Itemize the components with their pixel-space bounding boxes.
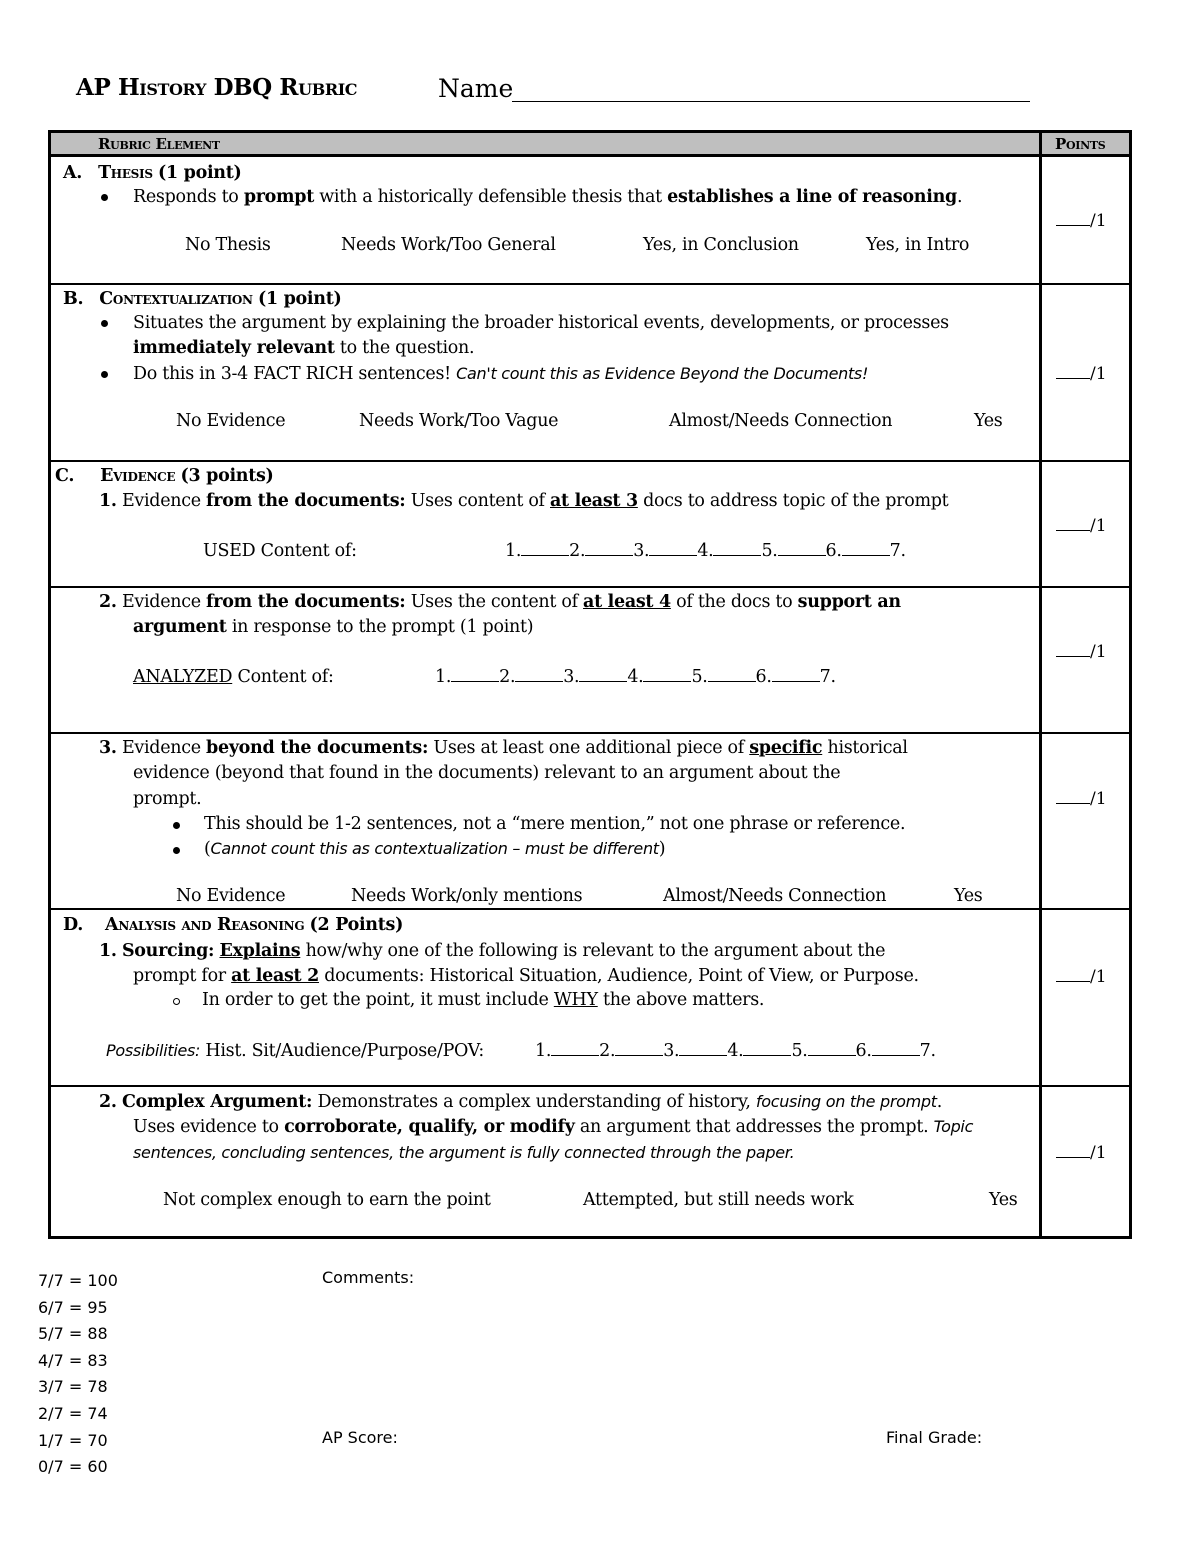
grade-scale-row: 2/7 = 74 <box>38 1403 108 1423</box>
evidence-beyond-note-1: This should be 1-2 sentences, not a “mere mention,” not one phrase or reference. <box>204 814 906 834</box>
sourcing-doc-list[interactable] <box>535 1041 936 1061</box>
rubric-table <box>48 130 1132 1239</box>
doc-blank[interactable] <box>515 668 563 682</box>
evidence-docs-score[interactable]: /1 <box>1056 516 1107 536</box>
evidence-beyond-option[interactable]: Yes <box>954 886 983 906</box>
doc-number: 4. <box>697 541 714 561</box>
doc-blank[interactable] <box>842 542 890 556</box>
doc-blank[interactable] <box>679 1042 727 1056</box>
circle-bullet-icon <box>173 998 180 1005</box>
context-option[interactable]: Almost/Needs Connection <box>669 411 893 431</box>
row-divider <box>51 1085 1129 1087</box>
doc-number: 5. <box>791 1041 808 1061</box>
evidence-beyond-criterion-line2: evidence (beyond that found in the documents) relevant to an argument about the <box>133 763 841 783</box>
doc-number: 6. <box>755 667 772 687</box>
grade-scale-row: 1/7 = 70 <box>38 1430 108 1450</box>
doc-number: 7. <box>819 667 836 687</box>
doc-number: 4. <box>727 1041 744 1061</box>
row-divider <box>51 732 1129 734</box>
bullet-icon <box>101 371 108 378</box>
complexity-option[interactable]: Attempted, but still needs work <box>583 1190 854 1210</box>
row-divider <box>51 586 1129 588</box>
section-d: D. Analysis and Reasoning (2 Points) <box>63 915 404 935</box>
evidence-beyond-score[interactable]: /1 <box>1056 789 1107 809</box>
col-header-element: Rubric Element <box>98 135 220 153</box>
context-criterion-line2: immediately relevant to the question. <box>133 338 475 358</box>
doc-blank[interactable] <box>643 668 691 682</box>
used-doc-list[interactable] <box>505 541 906 561</box>
doc-number: 3. <box>633 541 650 561</box>
row-divider <box>51 460 1129 462</box>
doc-blank[interactable] <box>649 542 697 556</box>
bullet-icon <box>101 194 108 201</box>
analyzed-content-label: ANALYZED Content of: <box>133 667 334 687</box>
doc-blank[interactable] <box>551 1042 599 1056</box>
bullet-icon <box>101 320 108 327</box>
row-divider <box>51 283 1129 285</box>
row-divider <box>51 908 1129 910</box>
complexity-criterion-line1: 2. Complex Argument: Demonstrates a complex understanding of history, focusing on the prompt. <box>99 1092 942 1112</box>
doc-number: 5. <box>761 541 778 561</box>
grade-scale <box>38 1268 118 1481</box>
bullet-icon <box>173 822 180 829</box>
grade-scale-row: 6/7 = 95 <box>38 1297 108 1317</box>
grade-scale-row: 5/7 = 88 <box>38 1324 108 1344</box>
grade-scale-row: 3/7 = 78 <box>38 1377 108 1397</box>
doc-blank[interactable] <box>778 542 826 556</box>
context-criterion-line1: Situates the argument by explaining the broader historical events, developments, or processes <box>133 313 949 333</box>
name-field[interactable] <box>512 101 1030 102</box>
col-header-points: Points <box>1055 135 1106 153</box>
context-option[interactable]: Needs Work/Too Vague <box>359 411 559 431</box>
evidence-beyond-note-2: (Cannot count this as contextualization – must be different) <box>204 839 666 859</box>
thesis-criterion: Responds to prompt with a historically defensible thesis that establishes a line of reasoning. <box>133 187 963 207</box>
evidence-docs-criterion: 1. Evidence from the documents: Uses content of at least 3 docs to address topic of the prompt <box>99 491 949 511</box>
complexity-criterion-line2: Uses evidence to corroborate, qualify, or modify an argument that addresses the prompt. Topic <box>133 1117 974 1137</box>
doc-number: 3. <box>563 667 580 687</box>
doc-number: 2. <box>569 541 586 561</box>
doc-number: 7. <box>889 541 906 561</box>
thesis-option[interactable]: Needs Work/Too General <box>341 235 556 255</box>
evidence-beyond-criterion-line3: prompt. <box>133 789 202 809</box>
doc-number: 6. <box>825 541 842 561</box>
section-b: B. Contextualization (1 point) <box>63 289 342 309</box>
sourcing-note: In order to get the point, it must include WHY the above matters. <box>202 990 765 1010</box>
thesis-option[interactable]: Yes, in Conclusion <box>643 235 799 255</box>
doc-blank[interactable] <box>772 668 820 682</box>
context-score[interactable]: /1 <box>1056 364 1107 384</box>
context-option[interactable]: No Evidence <box>176 411 286 431</box>
doc-blank[interactable] <box>713 542 761 556</box>
bullet-icon <box>173 847 180 854</box>
column-divider <box>1039 133 1042 1236</box>
possibilities-label: Possibilities: Hist. Sit/Audience/Purpose/POV: <box>106 1041 484 1061</box>
complexity-option[interactable]: Yes <box>989 1190 1018 1210</box>
doc-blank[interactable] <box>521 542 569 556</box>
complexity-criterion-line3: sentences, concluding sentences, the argument is fully connected through the paper. <box>133 1143 795 1162</box>
used-content-label: USED Content of: <box>203 541 357 561</box>
sourcing-score[interactable]: /1 <box>1056 967 1107 987</box>
doc-number: 2. <box>499 667 516 687</box>
thesis-option[interactable]: Yes, in Intro <box>866 235 970 255</box>
doc-blank[interactable] <box>615 1042 663 1056</box>
evidence-beyond-option[interactable]: No Evidence <box>176 886 286 906</box>
comments-label: Comments: <box>322 1268 415 1287</box>
evidence-support-score[interactable]: /1 <box>1056 642 1107 662</box>
doc-blank[interactable] <box>743 1042 791 1056</box>
evidence-support-criterion-line2: argument in response to the prompt (1 point) <box>133 617 534 637</box>
evidence-beyond-option[interactable]: Needs Work/only mentions <box>351 886 583 906</box>
thesis-option[interactable]: No Thesis <box>185 235 271 255</box>
sourcing-criterion-line1: 1. Sourcing: Explains how/why one of the following is relevant to the argument about the <box>99 941 886 961</box>
doc-blank[interactable] <box>579 668 627 682</box>
doc-blank[interactable] <box>451 668 499 682</box>
context-option[interactable]: Yes <box>974 411 1003 431</box>
rubric-title: AP History DBQ Rubric <box>76 74 358 101</box>
complexity-score[interactable]: /1 <box>1056 1143 1107 1163</box>
doc-blank[interactable] <box>872 1042 920 1056</box>
doc-number: 5. <box>691 667 708 687</box>
grade-scale-row: 7/7 = 100 <box>38 1271 118 1290</box>
sourcing-criterion-line2: prompt for at least 2 documents: Historical Situation, Audience, Point of View, or Purpose. <box>133 966 919 986</box>
doc-number: 2. <box>599 1041 616 1061</box>
grade-scale-row: 4/7 = 83 <box>38 1350 108 1370</box>
evidence-support-criterion-line1: 2. Evidence from the documents: Uses the content of at least 4 of the docs to support an <box>99 592 901 612</box>
doc-number: 1. <box>505 541 522 561</box>
evidence-beyond-criterion-line1: 3. Evidence beyond the documents: Uses at least one additional piece of specific historical <box>99 738 908 758</box>
doc-blank[interactable] <box>585 542 633 556</box>
doc-number: 4. <box>627 667 644 687</box>
name-label: Name <box>438 74 514 103</box>
thesis-score[interactable]: /1 <box>1056 211 1107 231</box>
analyzed-doc-list[interactable] <box>435 667 836 687</box>
doc-number: 7. <box>919 1041 936 1061</box>
complexity-option[interactable]: Not complex enough to earn the point <box>163 1190 491 1210</box>
doc-number: 3. <box>663 1041 680 1061</box>
ap-score-label: AP Score: <box>322 1428 398 1447</box>
doc-number: 6. <box>855 1041 872 1061</box>
doc-blank[interactable] <box>708 668 756 682</box>
grade-scale-row: 0/7 = 60 <box>38 1457 108 1477</box>
doc-blank[interactable] <box>808 1042 856 1056</box>
final-grade-label: Final Grade: <box>886 1428 983 1447</box>
doc-number: 1. <box>435 667 452 687</box>
section-c: C. Evidence (3 points) <box>55 466 274 486</box>
doc-number: 1. <box>535 1041 552 1061</box>
evidence-beyond-option[interactable]: Almost/Needs Connection <box>663 886 887 906</box>
context-criterion-2: Do this in 3-4 FACT RICH sentences! Can't count this as Evidence Beyond the Documents! <box>133 364 869 384</box>
section-a: A. Thesis (1 point) <box>63 163 242 183</box>
